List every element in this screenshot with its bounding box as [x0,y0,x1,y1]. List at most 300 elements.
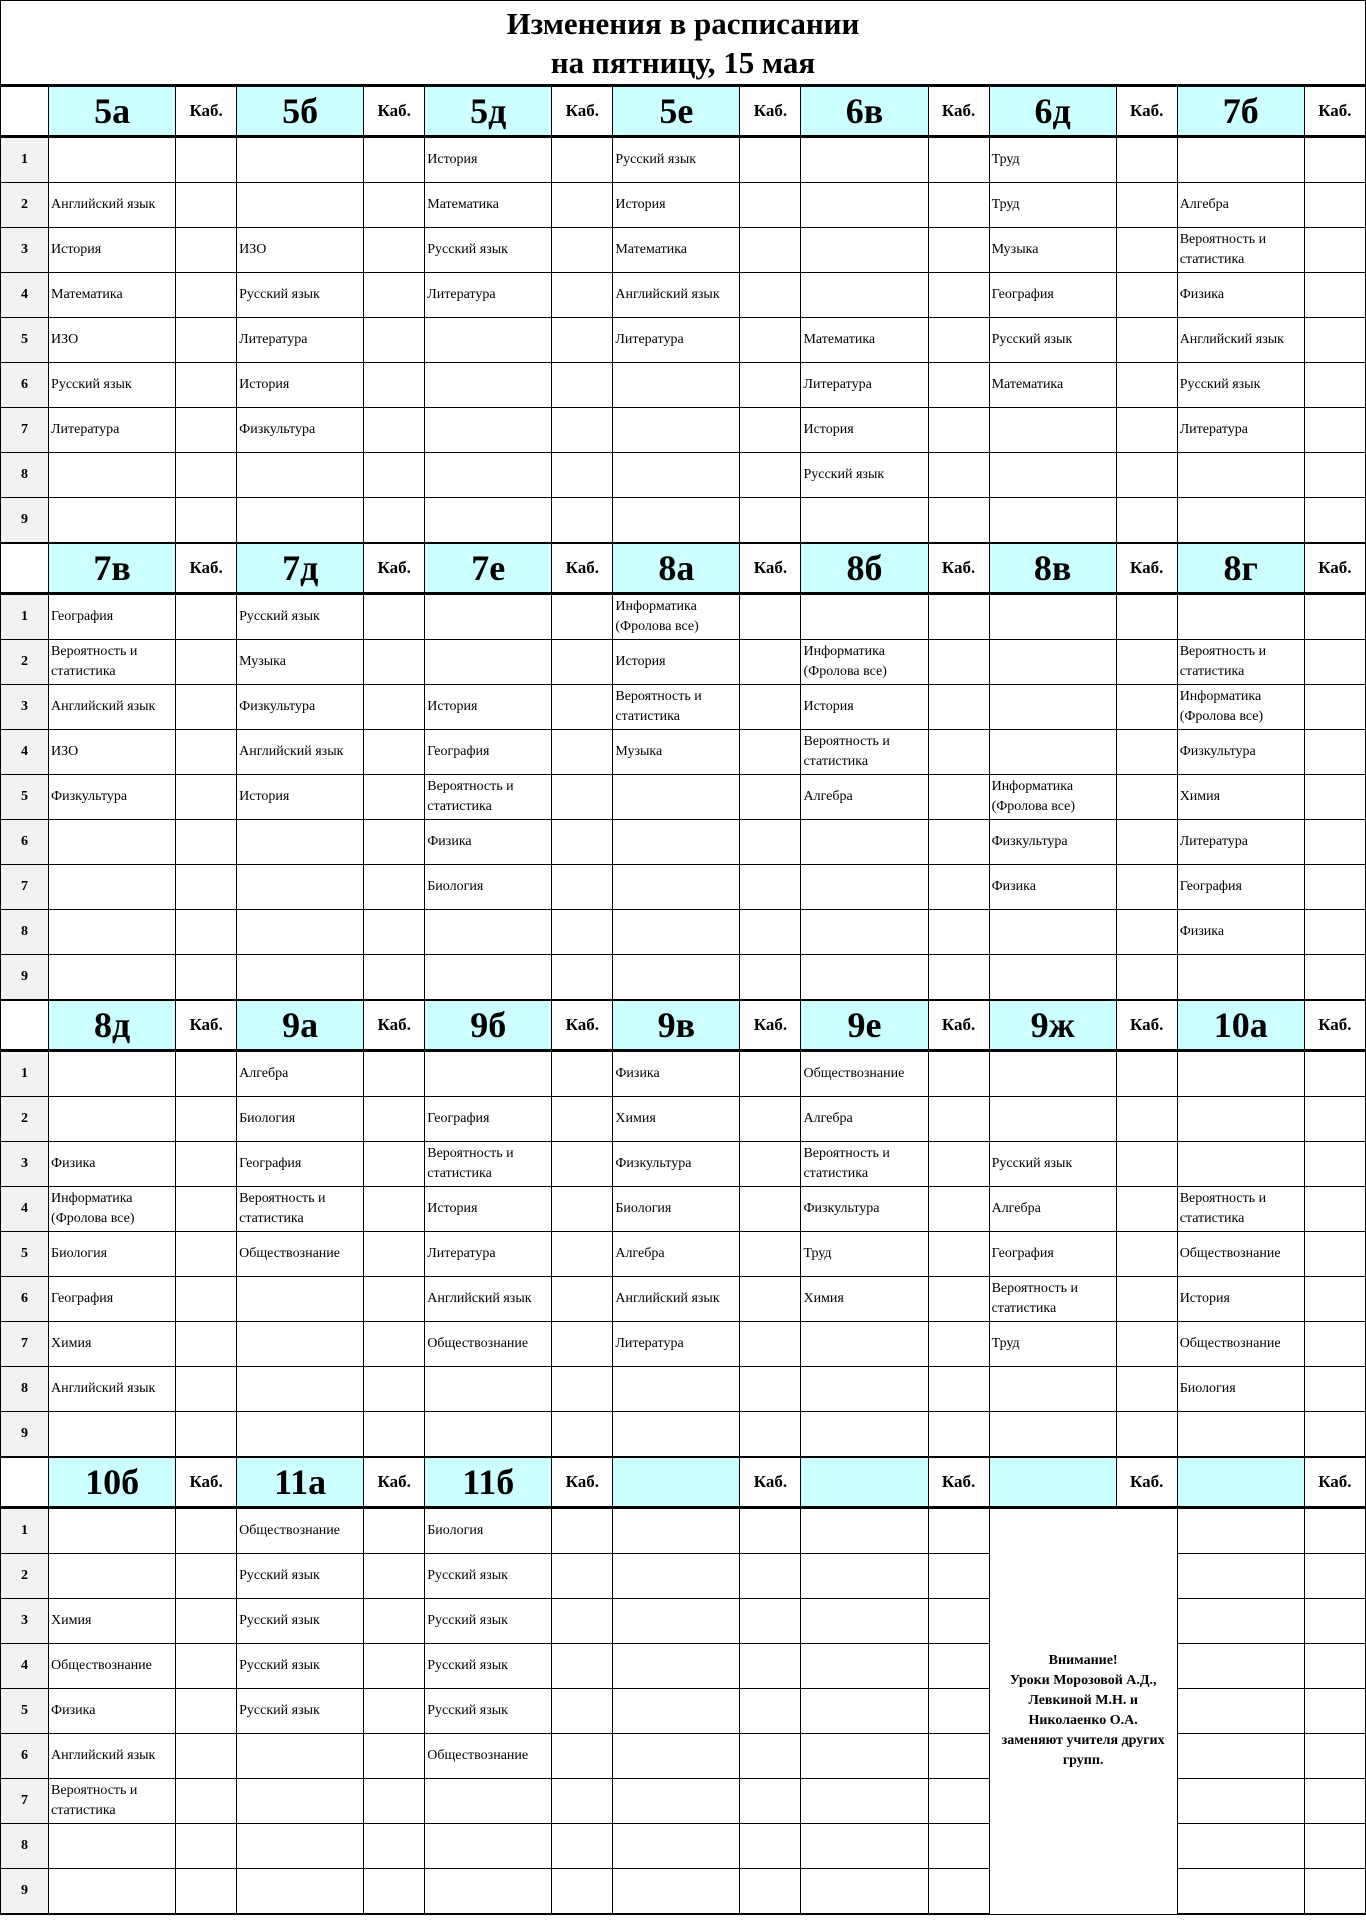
schedule-cell: Биология [237,1097,364,1142]
room-column-header: Каб. [176,1457,237,1508]
room-cell [176,363,237,408]
room-cell [364,1051,425,1097]
schedule-cell: Русский язык [425,1554,552,1599]
room-column-header: Каб. [176,1000,237,1051]
schedule-cell: Химия [801,1277,928,1322]
room-cell [552,1824,613,1869]
lesson-number: 7 [1,408,49,453]
room-cell [176,183,237,228]
room-cell [1116,408,1177,453]
class-name-header [801,1457,928,1508]
schedule-cell [237,453,364,498]
room-column-header: Каб. [364,87,425,137]
room-column-header: Каб. [928,1457,989,1508]
class-name-header: 9е [801,1000,928,1051]
room-cell [928,137,989,183]
schedule-cell [613,865,740,910]
room-cell [364,1508,425,1554]
room-cell [740,1689,801,1734]
schedule-cell [1177,1412,1304,1458]
lesson-number: 6 [1,1277,49,1322]
schedule-cell: География [989,1232,1116,1277]
schedule-cell: Русский язык [237,273,364,318]
room-cell [928,775,989,820]
lesson-number: 9 [1,955,49,1001]
schedule-cell [989,640,1116,685]
class-name-header: 11а [237,1457,364,1508]
schedule-cell: Литература [49,408,176,453]
room-cell [364,318,425,363]
room-cell [552,183,613,228]
room-cell [176,1142,237,1187]
schedule-cell: Алгебра [1177,183,1304,228]
room-cell [928,318,989,363]
room-cell [1304,865,1365,910]
room-cell [740,640,801,685]
room-cell [928,1734,989,1779]
lesson-number: 9 [1,1869,49,1915]
room-cell [1304,1187,1365,1232]
schedule-cell [801,1779,928,1824]
room-cell [928,1187,989,1232]
room-cell [928,498,989,544]
schedule-cell: Информатика (Фролова все) [613,594,740,640]
schedule-cell: История [237,775,364,820]
room-cell [176,1689,237,1734]
room-cell [364,820,425,865]
room-cell [740,775,801,820]
room-cell [552,1277,613,1322]
room-cell [1304,775,1365,820]
schedule-cell [613,775,740,820]
schedule-cell: Информатика (Фролова все) [989,775,1116,820]
lesson-number: 6 [1,820,49,865]
room-cell [928,1412,989,1458]
lesson-number: 7 [1,1322,49,1367]
class-name-header: 5а [49,87,176,137]
class-name-header [1177,1457,1304,1508]
room-cell [364,1187,425,1232]
schedule-cell: Русский язык [425,1644,552,1689]
schedule-cell [801,1734,928,1779]
schedule-cell [613,1554,740,1599]
schedule-cell [801,1644,928,1689]
lesson-row [1,910,1366,955]
room-column-header: Каб. [740,1000,801,1051]
schedule-cell [425,363,552,408]
lesson-number: 1 [1,1051,49,1097]
schedule-cell [801,955,928,1001]
schedule-cell [613,498,740,544]
lesson-row [1,1508,1366,1554]
room-cell [740,1779,801,1824]
schedule-cell: Вероятность и статистика [425,1142,552,1187]
schedule-cell: Алгебра [801,775,928,820]
room-cell [1116,1277,1177,1322]
room-cell [1304,408,1365,453]
schedule-cell: Труд [989,137,1116,183]
room-cell [740,408,801,453]
schedule-cell: Физкультура [237,685,364,730]
lesson-number: 9 [1,498,49,544]
room-cell [740,363,801,408]
lesson-number: 4 [1,1187,49,1232]
schedule-cell [1177,1779,1304,1824]
schedule-cell [1177,1689,1304,1734]
room-cell [1116,730,1177,775]
room-cell [1304,1412,1365,1458]
schedule-cell [801,910,928,955]
room-cell [364,1644,425,1689]
schedule-cell [1177,1599,1304,1644]
schedule-cell: Русский язык [425,1689,552,1734]
class-name-header [989,1457,1116,1508]
room-cell [1116,640,1177,685]
schedule-cell [237,910,364,955]
room-cell [928,820,989,865]
schedule-cell: История [237,363,364,408]
schedule-cell [237,1322,364,1367]
room-cell [552,273,613,318]
schedule-cell: Физкультура [989,820,1116,865]
schedule-cell: Математика [49,273,176,318]
lesson-number: 4 [1,273,49,318]
room-cell [1304,363,1365,408]
room-cell [1304,498,1365,544]
room-cell [176,955,237,1001]
schedule-cell: Алгебра [613,1232,740,1277]
class-name-header: 7е [425,543,552,594]
schedule-cell: Вероятность и статистика [237,1187,364,1232]
schedule-cell [237,955,364,1001]
lesson-number: 3 [1,228,49,273]
schedule-cell: География [237,1142,364,1187]
schedule-cell: Английский язык [49,1367,176,1412]
schedule-cell: История [801,685,928,730]
schedule-cell [49,1508,176,1554]
room-cell [928,183,989,228]
room-cell [552,1644,613,1689]
schedule-cell: Литература [801,363,928,408]
schedule-cell [49,1412,176,1458]
schedule-cell: Информатика (Фролова все) [49,1187,176,1232]
lesson-number: 5 [1,1689,49,1734]
schedule-cell [801,1367,928,1412]
schedule-cell: Физика [1177,910,1304,955]
schedule-table [0,86,1366,1915]
room-cell [364,1097,425,1142]
schedule-cell: Физика [425,820,552,865]
room-cell [1116,1097,1177,1142]
class-name-header: 7д [237,543,364,594]
schedule-cell [425,1824,552,1869]
room-cell [1116,1367,1177,1412]
schedule-cell: Алгебра [989,1187,1116,1232]
lesson-row [1,1322,1366,1367]
schedule-cell [425,1779,552,1824]
class-name-header: 5е [613,87,740,137]
schedule-cell [49,865,176,910]
room-cell [740,865,801,910]
room-cell [364,594,425,640]
schedule-cell [49,955,176,1001]
schedule-cell [49,820,176,865]
lesson-number: 5 [1,318,49,363]
notice-line: групп. [1062,1753,1104,1769]
schedule-cell: Литература [1177,408,1304,453]
room-cell [176,1322,237,1367]
lesson-row [1,730,1366,775]
lesson-number: 5 [1,1232,49,1277]
schedule-cell: Математика [801,318,928,363]
room-cell [1116,1232,1177,1277]
lesson-number: 3 [1,1142,49,1187]
room-cell [552,1734,613,1779]
schedule-cell: Физкультура [613,1142,740,1187]
room-cell [1116,865,1177,910]
lesson-number: 2 [1,1097,49,1142]
room-cell [176,910,237,955]
room-cell [364,1232,425,1277]
room-column-header: Каб. [176,543,237,594]
schedule-cell: Вероятность и статистика [1177,640,1304,685]
schedule-cell: ИЗО [49,318,176,363]
schedule-cell: Физкультура [1177,730,1304,775]
schedule-cell: История [613,183,740,228]
notice-line: Николаенко О.А. [1028,1713,1138,1729]
room-cell [1304,1554,1365,1599]
room-cell [176,137,237,183]
lesson-number: 8 [1,1824,49,1869]
schedule-cell: Обществознание [425,1322,552,1367]
class-name-header: 9а [237,1000,364,1051]
schedule-cell: Обществознание [237,1232,364,1277]
room-cell [552,453,613,498]
block-header-row [1,543,1366,594]
schedule-cell [613,820,740,865]
schedule-cell: Обществознание [1177,1232,1304,1277]
room-cell [176,820,237,865]
room-cell [1116,820,1177,865]
lesson-row [1,408,1366,453]
room-column-header: Каб. [740,87,801,137]
schedule-cell: Биология [613,1187,740,1232]
lesson-number: 3 [1,685,49,730]
schedule-cell [801,865,928,910]
schedule-cell: Физика [989,865,1116,910]
room-column-header: Каб. [740,543,801,594]
room-cell [1116,775,1177,820]
schedule-cell [1177,498,1304,544]
schedule-cell [613,408,740,453]
room-cell [1304,1051,1365,1097]
schedule-cell: Русский язык [613,137,740,183]
lesson-row [1,137,1366,183]
schedule-cell [989,1051,1116,1097]
room-cell [1116,453,1177,498]
room-cell [740,1097,801,1142]
schedule-cell: Русский язык [237,1554,364,1599]
room-cell [176,1412,237,1458]
schedule-cell [1177,955,1304,1001]
room-cell [176,228,237,273]
room-cell [364,1869,425,1915]
schedule-cell: Физика [49,1142,176,1187]
lesson-number: 2 [1,1554,49,1599]
room-cell [1304,183,1365,228]
room-cell [1116,910,1177,955]
room-cell [928,1869,989,1915]
schedule-cell: Физика [613,1051,740,1097]
schedule-cell [49,1869,176,1915]
room-cell [928,865,989,910]
room-cell [740,910,801,955]
schedule-cell [425,955,552,1001]
lesson-row [1,775,1366,820]
schedule-cell [1177,1508,1304,1554]
schedule-cell: Русский язык [425,1599,552,1644]
room-cell [364,363,425,408]
schedule-cell: Вероятность и статистика [425,775,552,820]
room-cell [1304,1644,1365,1689]
schedule-cell [801,273,928,318]
room-cell [740,1412,801,1458]
room-cell [740,498,801,544]
schedule-cell [801,594,928,640]
room-cell [176,1644,237,1689]
schedule-cell: Биология [425,1508,552,1554]
schedule-cell [237,137,364,183]
room-cell [364,1322,425,1367]
schedule-cell: Английский язык [1177,318,1304,363]
room-cell [1304,820,1365,865]
room-cell [1304,685,1365,730]
room-cell [1116,955,1177,1001]
schedule-cell: Литература [613,318,740,363]
room-cell [740,1322,801,1367]
lesson-row [1,1051,1366,1097]
schedule-cell [49,137,176,183]
schedule-cell [49,498,176,544]
lesson-number: 7 [1,865,49,910]
class-name-header: 8а [613,543,740,594]
schedule-cell [801,183,928,228]
schedule-cell [425,1051,552,1097]
schedule-cell: История [1177,1277,1304,1322]
room-cell [740,273,801,318]
schedule-cell: Физкультура [49,775,176,820]
room-cell [364,183,425,228]
room-cell [1304,1599,1365,1644]
room-cell [176,1367,237,1412]
room-cell [1116,228,1177,273]
schedule-cell: Обществознание [237,1508,364,1554]
lesson-number: 3 [1,1599,49,1644]
room-column-header: Каб. [1116,1457,1177,1508]
lesson-row [1,318,1366,363]
room-cell [552,498,613,544]
room-cell [176,1824,237,1869]
schedule-cell: Труд [989,1322,1116,1367]
notice-line: Левкиной М.Н. и [1028,1693,1138,1709]
schedule-cell [49,1824,176,1869]
room-cell [928,1097,989,1142]
schedule-cell: Обществознание [49,1644,176,1689]
schedule-cell [49,453,176,498]
room-cell [1304,1869,1365,1915]
room-cell [364,1367,425,1412]
schedule-cell: Литература [613,1322,740,1367]
schedule-cell: Английский язык [425,1277,552,1322]
lesson-number: 5 [1,775,49,820]
schedule-cell: Русский язык [237,1689,364,1734]
room-cell [1304,273,1365,318]
schedule-cell [237,1277,364,1322]
room-cell [740,1824,801,1869]
schedule-cell [49,1097,176,1142]
lesson-row [1,594,1366,640]
room-cell [176,1277,237,1322]
schedule-cell: Английский язык [49,685,176,730]
class-name-header: 11б [425,1457,552,1508]
room-cell [176,1051,237,1097]
schedule-cell [425,1367,552,1412]
room-cell [1116,1322,1177,1367]
lesson-row [1,363,1366,408]
room-cell [364,910,425,955]
lesson-number: 8 [1,910,49,955]
schedule-cell: Английский язык [613,273,740,318]
room-cell [928,910,989,955]
schedule-cell [801,1869,928,1915]
room-cell [176,1554,237,1599]
room-column-header: Каб. [552,87,613,137]
room-column-header: Каб. [552,1000,613,1051]
room-cell [364,955,425,1001]
schedule-cell: Русский язык [237,1599,364,1644]
lesson-number: 7 [1,1779,49,1824]
room-cell [1116,498,1177,544]
schedule-cell: Алгебра [801,1097,928,1142]
room-cell [364,730,425,775]
schedule-cell: Русский язык [237,1644,364,1689]
schedule-cell [425,640,552,685]
room-cell [740,1051,801,1097]
schedule-cell [237,1779,364,1824]
room-cell [740,820,801,865]
room-cell [176,1097,237,1142]
room-cell [552,820,613,865]
schedule-cell: Химия [1177,775,1304,820]
lesson-row [1,1187,1366,1232]
room-cell [740,1869,801,1915]
class-name-header: 5б [237,87,364,137]
room-cell [928,594,989,640]
room-cell [364,685,425,730]
schedule-cell: Вероятность и статистика [613,685,740,730]
schedule-cell: История [49,228,176,273]
lesson-row [1,640,1366,685]
lesson-row [1,865,1366,910]
schedule-cell: Химия [49,1322,176,1367]
lesson-row [1,1277,1366,1322]
schedule-cell [425,453,552,498]
room-cell [364,1142,425,1187]
class-name-header: 6д [989,87,1116,137]
schedule-cell [613,1367,740,1412]
schedule-cell: Обществознание [425,1734,552,1779]
room-cell [364,1599,425,1644]
